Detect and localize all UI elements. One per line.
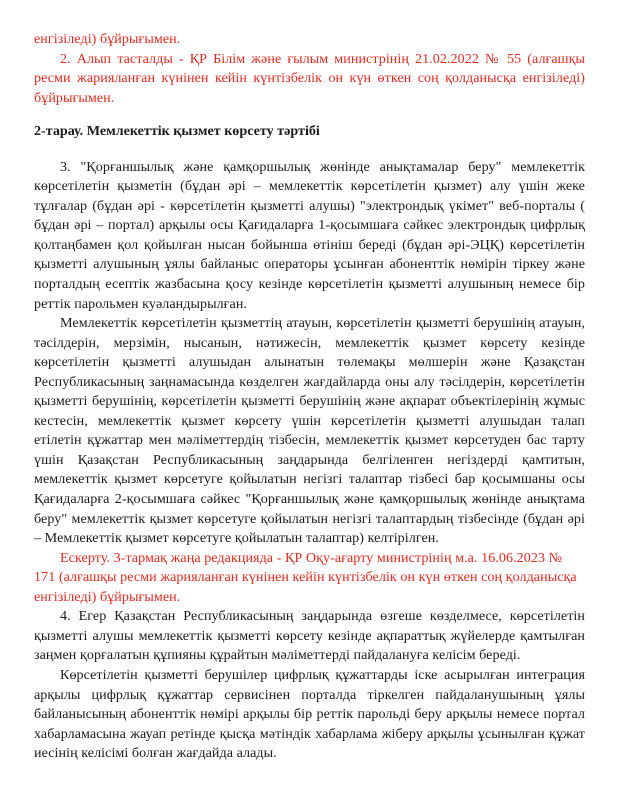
- heading-spacer-before: [34, 108, 585, 122]
- chapter-heading-2: 2-тарау. Мемлекеттік қызмет көрсету тәртібі: [34, 123, 320, 140]
- paragraph-amendment-note-eskertu: Ескерту. 3-тармақ жаңа редакцияда - ҚР Оқу-ағарту министрінің м.а. 16.06.2023 № 171 (алғашқы ресми жарияланған күнінен кейін күнтізбелік он күн өткен соң қолданысқа енгізіледі) бұйрығымен.: [34, 549, 577, 605]
- paragraph-clause-4-body: Көрсетілетін қызметті берушілер цифрлық құжаттарды іске асырылған интеграция арқылы цифрлық құжаттар сервисінен порталда тіркелген пайдаланушының ұялы байланысының абоненттік нөмірі арқылы бір реттік парольді беру арқылы немесе портал хабарламасына жауап ретінде қысқа мәтіндік хабарлама жіберу арқылы ұсынылған құжат иесінің келісімі болған жағдайда алады.: [34, 666, 585, 762]
- paragraph-clause-4: 4. Егер Қазақстан Республикасының заңдарында өзгеше көзделмесе, көрсетілетін қызметті алушы мемлекеттік қызметті көрсету кезінде ақпараттық жүйелерде қамтылған заңмен қорғалатын құпияны құрайтын мәліметтерді пайдалануға келісім береді.: [34, 608, 585, 664]
- paragraph-clause-3-body: Мемлекеттік көрсетілетін қызметтің атауын, көрсетілетін қызметті берушінің атауын, тәсілдерін, мерзімін, нысанын, нәтижесін, мемлекеттік қызмет көрсету кезінде көрсетілетін қызметті алушыдан алынатын төлемақы мөлшерін және Қазақстан Республикасының заңнамасында көзделген жағдайларда оны алу тәсілдерін, көрсетілетін қызметті берушінің, көрсетілетін қызметті берушінің және ақпарат объектілерінің жұмыс кестесін, мемлекеттік қызмет көрсету үшін көрсетілетін қызметті алушыдан талап етілетін құжаттар мен мәліметтердің тізбесін, мемлекеттік қызмет көрсетуден бас тарту үшін Қазақстан Республикасының заңдарында белгіленген негіздерді қамтитын, мемлекеттік қызмет көрсетуге қойылатын негізгі талаптар тізбесі бар қосымшаны осы Қағидаларға 2-қосымшаға сәйкес "Қорғаншылық және қамқоршылық жөнінде анықтама беру" мемлекеттік қызмет көрсетуге қойылатын негізгі талаптардың тізбесінде (бұдан әрі – Мемлекеттік қызмет көрсетуге қойылатын талаптар) келтірілген.: [34, 315, 585, 547]
- paragraph-amendment-clause-2: 2. Алып тасталды - ҚР Білім және ғылым министрінің 21.02.2022 № 55 (алғашқы ресми жарияланған күнінен кейін күнтізбелік он күн өткен соң қолданысқа енгізіледі) бұйрығымен.: [34, 50, 585, 106]
- paragraph-amendment-continuation: енгізіледі) бұйрығымен.: [34, 31, 181, 47]
- heading-spacer-after: [34, 142, 585, 158]
- paragraph-clause-3: 3. "Қорғаншылық және қамқоршылық жөнінде анықтамалар беру" мемлекеттік көрсетілетін қызметін (бұдан әрі – мемлекеттік көрсетілетін қызмет) алу үшін жеке тұлғалар (бұдан әрі - көрсетілетін қызметті алушы) "электрондық үкімет" веб-порталы ( бұдан әрі – портал) арқылы осы Қағидаларға 1-қосымшаға сәйкес электрондық цифрлық қолтаңбамен қол қойылған нысан бойынша өтініш береді (бұдан әрі-ЭЦҚ) көрсетілетін қызметті алушының ұялы байланыс операторы ұсынған абоненттік нөмірін тіркеу және порталдың есептік жазбасына қосу кезінде көрсетілетін қызметті алушының немесе бір реттік парольмен куәландырылған.: [34, 158, 585, 312]
- document-body: [34, 30, 585, 764]
